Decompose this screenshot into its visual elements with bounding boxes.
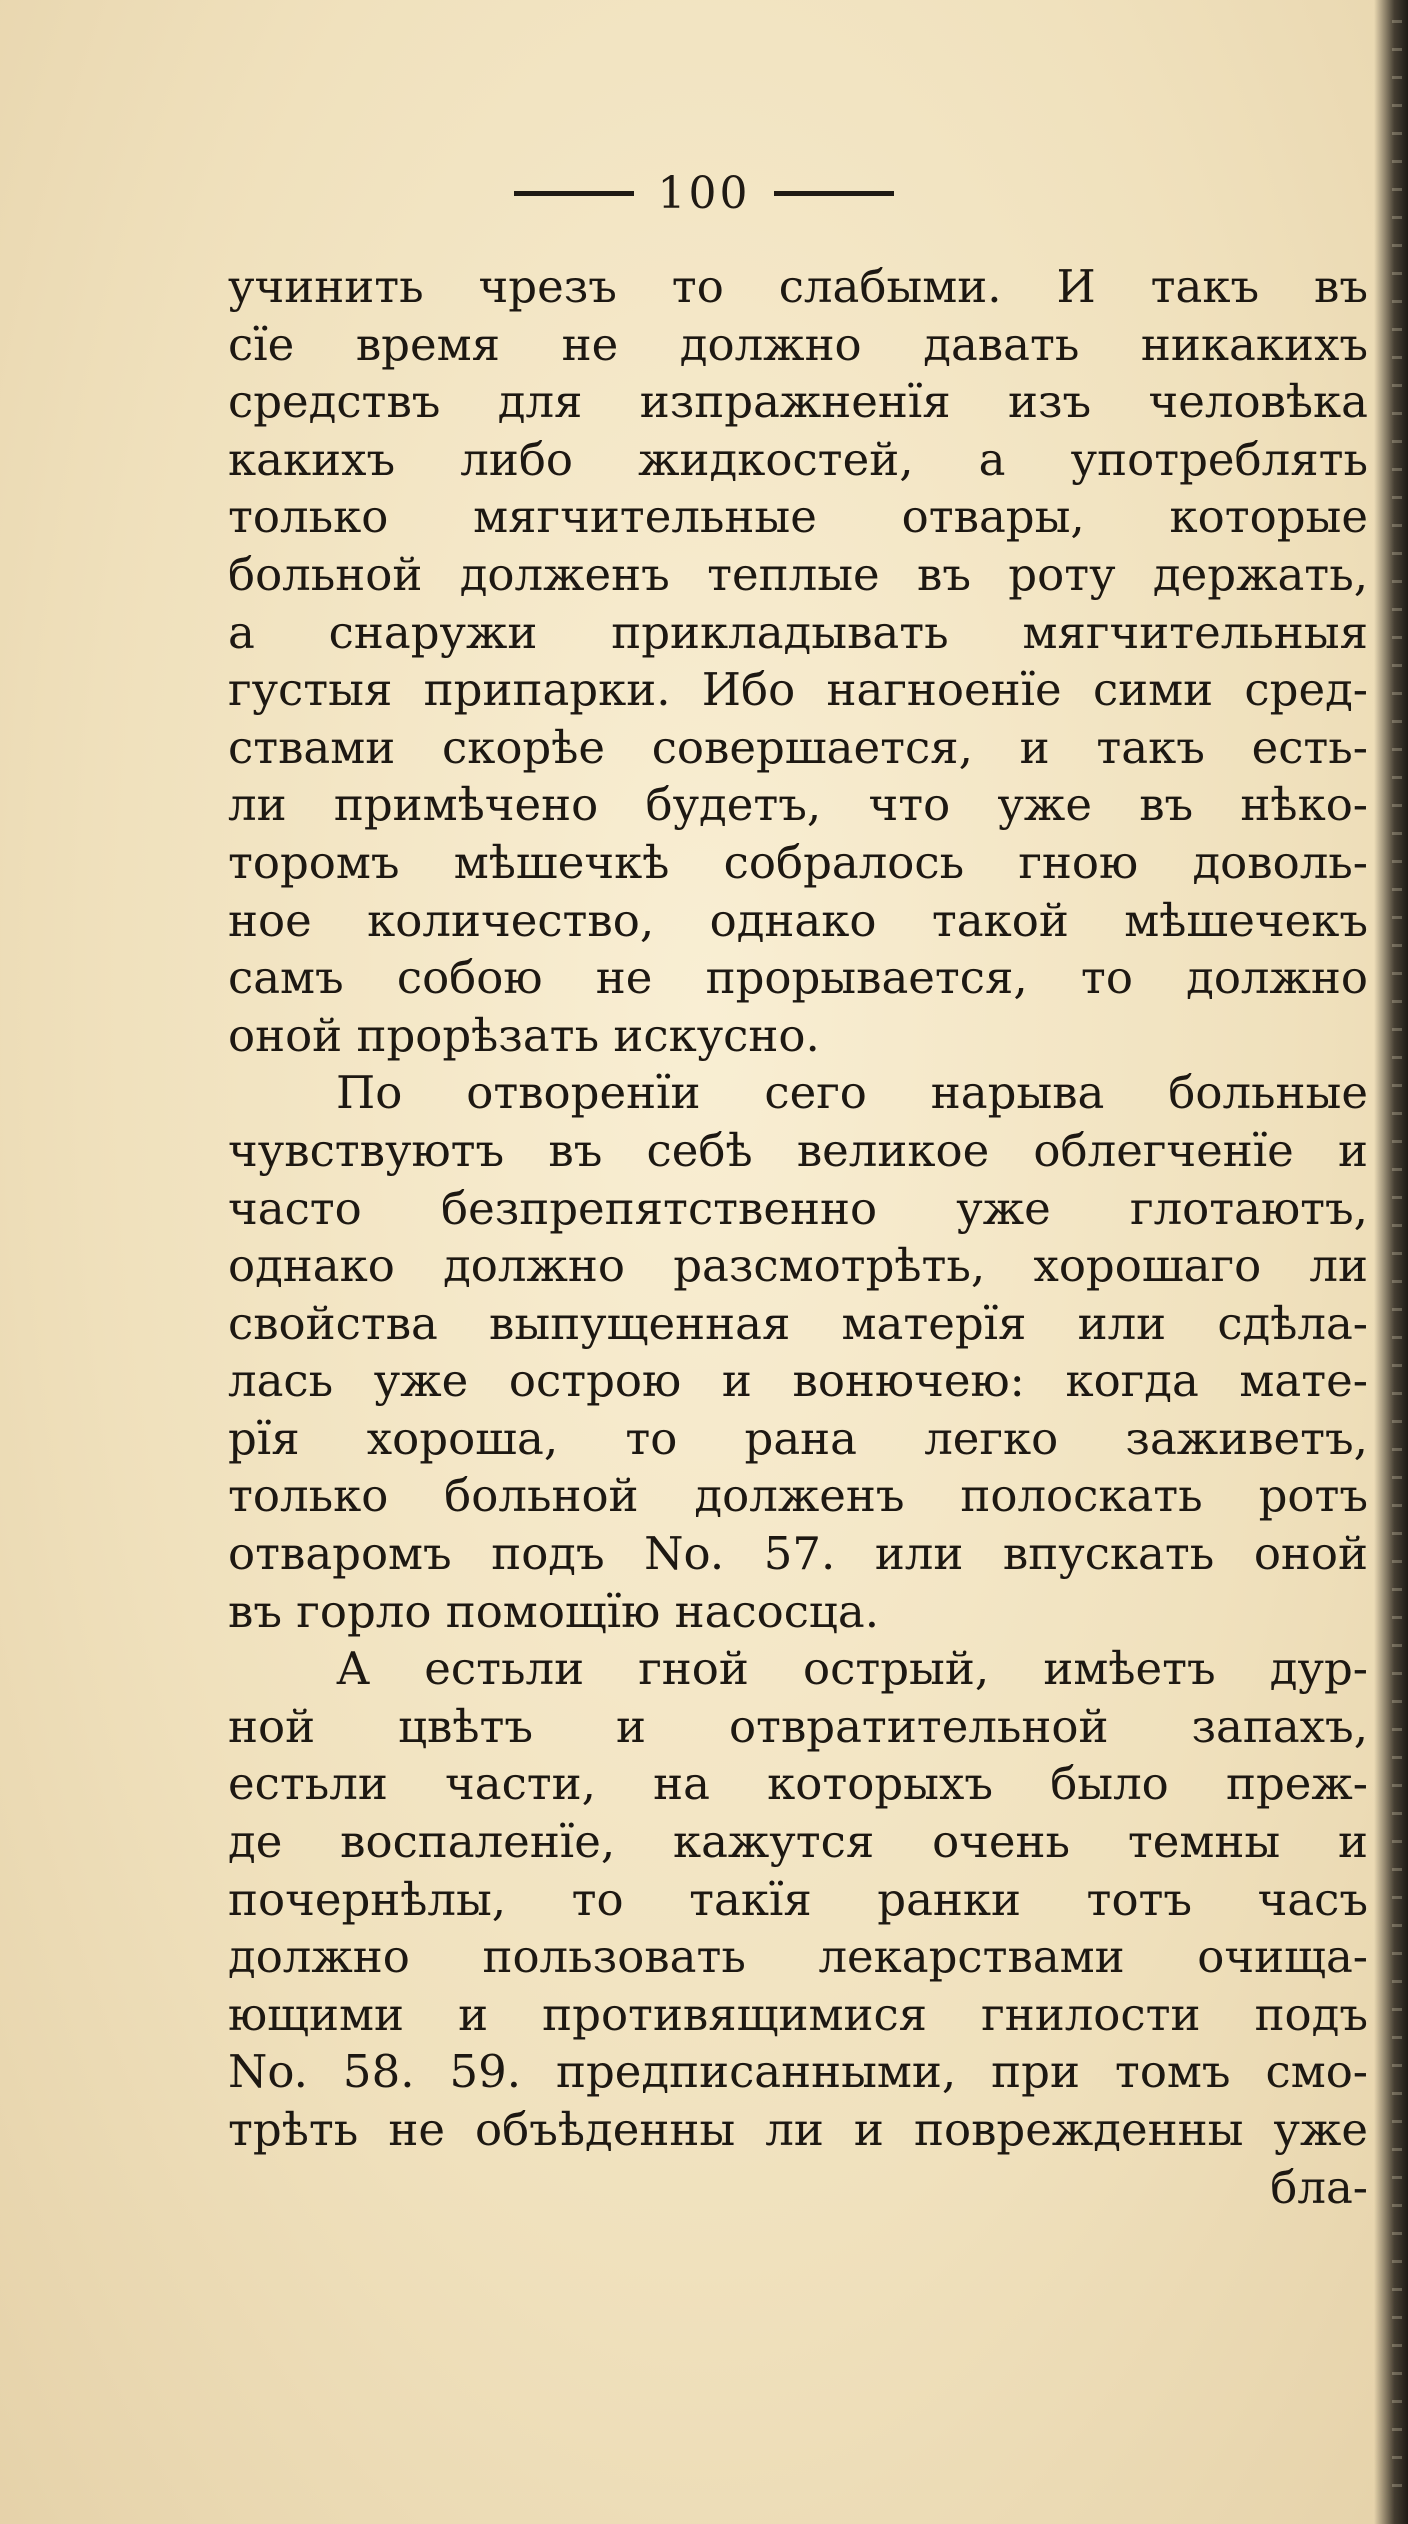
text-line: почернѣлы, то такїя ранки тотъ часъ [228,1872,1368,1926]
text-line: ной цвѣтъ и отвратительной запахъ, [228,1699,1368,1753]
text-line: ющими и противящимися гнилости подъ [228,1987,1368,2041]
text-line: лась уже острою и вонючею: когда мате- [228,1354,1368,1408]
body-text [228,258,1368,2216]
text-line: естьли части, на которыхъ было преж- [228,1757,1368,1811]
paragraph-start-line: По отворенїи сего нарыва больные [336,1066,1368,1120]
page-header [0,168,1408,228]
text-line: а снаружи прикладывать мягчительныя [228,605,1368,659]
text-line: учинить чрезъ то слабыми. И такъ въ [228,260,1368,313]
text-line: ли примѣчено будетъ, что уже въ нѣко- [228,778,1368,832]
text-line: только больной долженъ полоскать ротъ [228,1469,1368,1523]
header-rule-right [774,191,894,196]
catchword: бла- [1270,2160,1368,2214]
page-number: 100 [657,168,751,219]
text-line: No. 58. 59. предписанными, при томъ смо- [228,2045,1368,2099]
page-edge-texture [1392,20,1402,2500]
page-edge-shadow [1374,0,1408,2524]
paragraph-start-line: А естьли гной острый, имѣетъ дур- [336,1642,1368,1696]
text-line: свойства выпущенная матерїя или сдѣла- [228,1296,1368,1350]
text-line: оной прорѣзать искусно. [228,1008,820,1062]
text-line: ствами скорѣе совершается, и такъ есть- [228,720,1368,774]
text-line: въ горло помощїю насосца. [228,1584,880,1638]
text-line: часто безпрепятственно уже глотаютъ, [228,1181,1368,1235]
text-line: рїя хороша, то рана легко заживетъ, [228,1411,1368,1465]
text-line: отваромъ подъ No. 57. или впускать оной [228,1527,1368,1581]
text-line: больной долженъ теплые въ роту держать, [228,547,1368,601]
text-line: самъ собою не прорывается, то должно [228,951,1368,1005]
text-line: однако должно разсмотрѣть, хорошаго ли [228,1239,1368,1293]
text-line: де воспаленїе, кажутся очень темны и [228,1815,1368,1869]
text-line: чувствуютъ въ себѣ великое облегченїе и [228,1123,1368,1177]
text-line: сїе время не должно давать никакихъ [228,317,1368,371]
text-line: только мягчительные отвары, которые [228,490,1368,544]
text-line: ное количество, однако такой мѣшечекъ [228,893,1368,947]
text-line: торомъ мѣшечкѣ собралось гною доволь- [228,835,1368,889]
text-line: должно пользовать лекарствами очища- [228,1930,1368,1984]
text-line: какихъ либо жидкостей, а употреблять [228,432,1368,486]
header-rule-left [514,191,634,196]
text-line: трѣть не объѣденны ли и поврежденны уже [228,2103,1368,2156]
text-line: густыя припарки. Ибо нагноенїе сими сред- [228,663,1368,717]
text-line: средствъ для изпражненїя изъ человѣка [228,375,1368,429]
